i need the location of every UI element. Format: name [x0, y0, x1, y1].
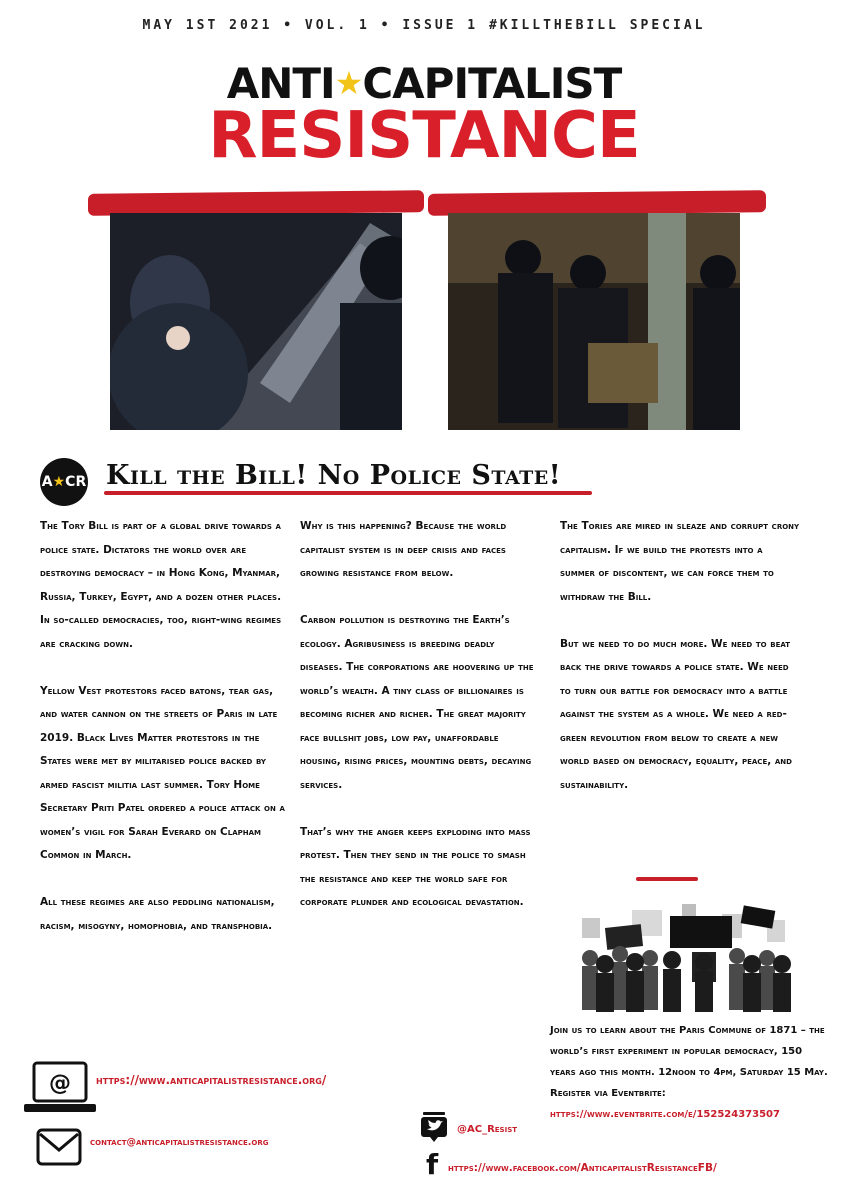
- article-headline: Kill the Bill! No Police State!: [106, 460, 562, 491]
- photo-police-shields: [110, 213, 402, 430]
- logo-word-capitalist: CAPITALIST: [362, 59, 622, 108]
- logo-word-anti: ANTI: [226, 59, 335, 108]
- protest-crowd-illustration: [572, 900, 797, 1012]
- email-link[interactable]: contact@anticapitalistresistance.org: [90, 1137, 269, 1148]
- red-brush-stroke-right: [428, 190, 766, 216]
- twitter-icon: [420, 1112, 448, 1142]
- at-sign-glyph: @: [49, 1071, 71, 1096]
- envelope-icon: [36, 1128, 82, 1166]
- paragraph: Why is this happening? Because the world capitalist system is in deep crisis and faces growing resistance from below.: [300, 520, 507, 579]
- red-divider: [636, 877, 698, 881]
- paragraph: The Tories are mired in sleaze and corrupt crony capitalism. If we build the protests into a summer of discontent, we can force them to withdraw the Bill.: [560, 520, 800, 603]
- logo-resistance: RESISTANCE: [208, 99, 640, 173]
- eventbrite-link[interactable]: https://www.eventbrite.com/e/152524373507: [550, 1109, 780, 1120]
- paragraph: Yellow Vest protestors faced batons, tear gas, and water cannon on the streets of Paris in late 2019. Black Lives Matter protestors in the States were met by militarised police backed by armed fascist militia last summer. Tory Home Secretary Priti Patel ordered a police attack on a women’s vigil for Sarah Everard on Clapham Common in March.: [40, 684, 285, 861]
- article-column-1: [40, 515, 285, 962]
- paragraph: The Tory Bill is part of a global drive towards a police state. Dictators the world over are destroying democracy – in Hong Kong, Myanmar, Russia, Turkey, Egypt, and a dozen other places. In so-called democracies, too, right-wing regimes are cracking down.: [40, 520, 282, 650]
- paragraph: That’s why the anger keeps exploding into mass protest. Then they send in the police to smash the resistance and keep the world safe for corporate plunder and ecological devastation.: [300, 825, 531, 908]
- paragraph: Carbon pollution is destroying the Earth’s ecology. Agribusiness is breeding deadly diseases. The corporations are hoovering up the world’s wealth. A tiny class of billionaires is becoming richer and richer. The great majority face bullshit jobs, low pay, unaffordable housing, rising prices, mounting debts, decaying services.: [300, 614, 534, 791]
- headline-underline: [104, 491, 592, 495]
- website-link[interactable]: https://www.anticapitalistresistance.org/: [96, 1073, 327, 1087]
- facebook-icon: f: [426, 1148, 439, 1181]
- star-icon: ★: [52, 474, 66, 490]
- article-column-2: [300, 515, 540, 938]
- event-announcement: [550, 1020, 830, 1125]
- twitter-handle-link[interactable]: @AC_Resist: [457, 1124, 518, 1135]
- red-brush-stroke-left: [88, 190, 424, 216]
- facebook-link[interactable]: https://www.facebook.com/AnticapitalistResistanceFB/: [448, 1162, 717, 1174]
- event-text: Join us to learn about the Paris Commune of 1871 – the world’s first experiment in popular democracy, 150 years ago this month. 12noon to 4pm, Saturday 15 May. Register via Eventbrite:: [550, 1025, 828, 1099]
- acr-logo-badge: A★CR: [40, 458, 88, 506]
- laptop-icon: [22, 1060, 98, 1116]
- paragraph: But we need to do much more. We need to beat back the drive towards a police state. We need to turn our battle for democracy into a battle against the system as a whole. We need a red-green revolution from below to create a new world based on democracy, equality, peace, and sustainability.: [560, 637, 792, 791]
- issue-line: MAY 1ST 2021 • VOL. 1 • ISSUE 1 #KILLTHEBILL SPECIAL: [142, 18, 706, 33]
- paragraph: All these regimes are also peddling nationalism, racism, misogyny, homophobia, and transphobia.: [40, 896, 275, 932]
- star-icon: ★: [334, 64, 363, 102]
- photo-police-arrest: [448, 213, 740, 430]
- article-column-3: [560, 515, 800, 821]
